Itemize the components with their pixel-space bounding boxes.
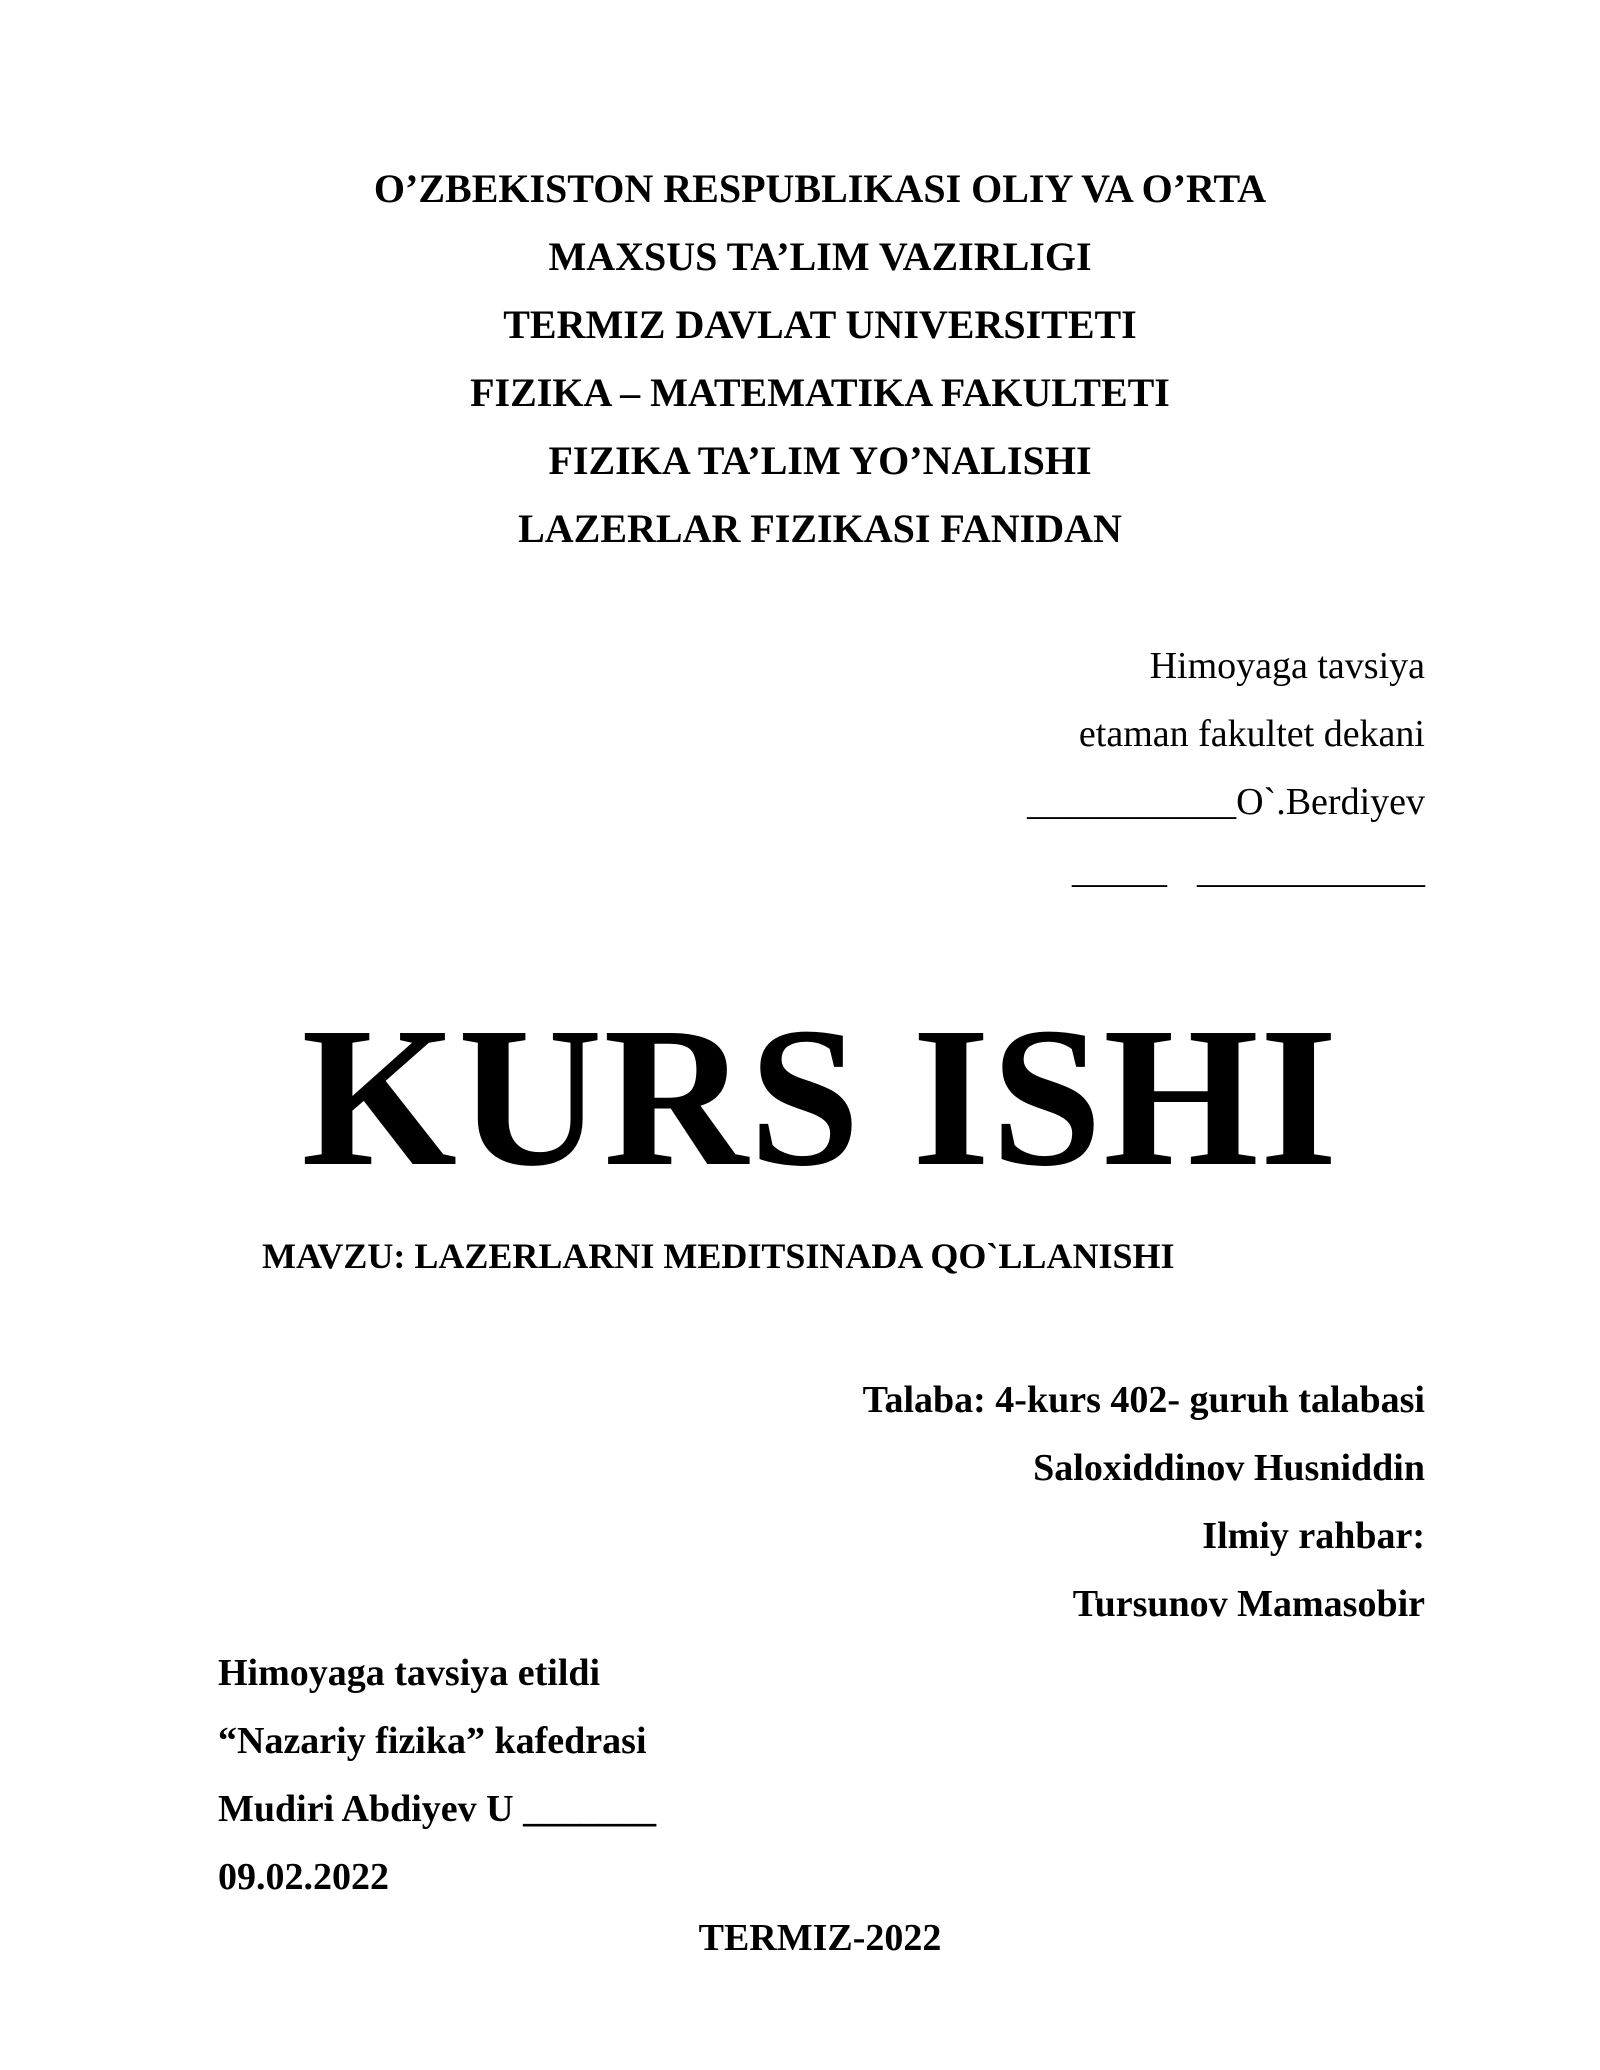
student-block	[863, 1366, 1425, 1638]
topic-line: MAVZU: LAZERLARNI MEDITSINADA QO`LLANISHI	[262, 1236, 1175, 1276]
supervisor-name: Tursunov Mamasobir	[1072, 1583, 1425, 1625]
city-year-footer: TERMIZ-2022	[698, 1917, 942, 1959]
dean-signature-line: ___________O`.Berdiyev	[1027, 781, 1425, 823]
dept-name: “Nazariy fizika” kafedrasi	[218, 1720, 647, 1762]
approval-line-1: Himoyaga tavsiya	[1149, 645, 1425, 687]
dept-date: 09.02.2022	[218, 1856, 389, 1898]
approval-line-2: etaman fakultet dekani	[1078, 713, 1425, 755]
approval-date-blanks	[1027, 836, 1425, 904]
document-title: KURS ISHI	[301, 987, 1339, 1208]
supervisor-label: Ilmiy rahbar:	[1202, 1515, 1425, 1557]
dept-head-signature: Mudiri Abdiyev U _______	[218, 1788, 657, 1830]
dept-recommendation: Himoyaga tavsiya etildi	[218, 1652, 601, 1694]
date-blank-long: ____________	[1197, 849, 1425, 891]
dean-approval-block	[1027, 632, 1425, 904]
date-blank-short: _____	[1072, 849, 1167, 891]
header-line-ministry-2: MAXSUS TA’LIM VAZIRLIGI	[548, 234, 1092, 279]
header-line-faculty: FIZIKA – MATEMATIKA FAKULTETI	[470, 370, 1170, 415]
header-line-ministry-1: O’ZBEKISTON RESPUBLIKASI OLIY VA O’RTA	[373, 166, 1267, 211]
department-block	[218, 1639, 656, 1911]
header-line-direction: FIZIKA TA’LIM YO’NALISHI	[548, 438, 1092, 483]
student-group-line: Talaba: 4-kurs 402- guruh talabasi	[862, 1379, 1425, 1421]
header-line-university: TERMIZ DAVLAT UNIVERSITETI	[503, 302, 1137, 347]
header-line-subject: LAZERLAR FIZIKASI FANIDAN	[518, 506, 1122, 551]
student-name: Saloxiddinov Husniddin	[1033, 1447, 1425, 1489]
institution-header	[0, 155, 1600, 563]
